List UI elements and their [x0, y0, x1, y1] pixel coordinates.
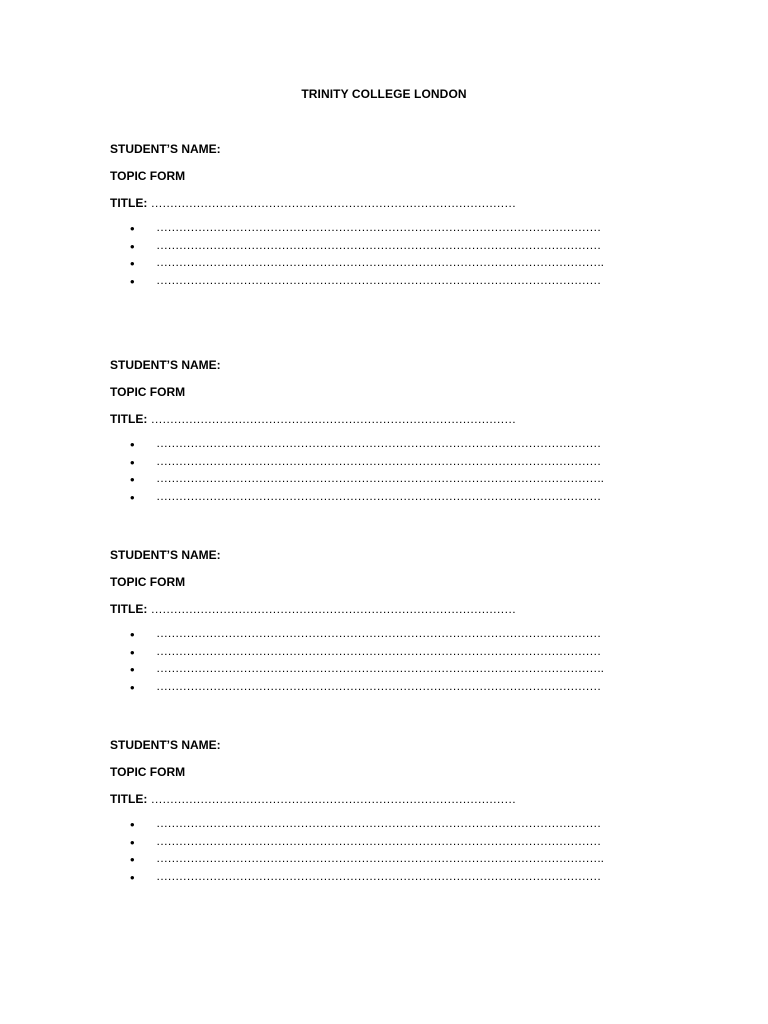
list-item — [110, 453, 601, 472]
bullet-icon: • — [130, 869, 135, 885]
list-item — [110, 643, 601, 662]
bullet-icon: • — [130, 256, 135, 271]
topic-form-block — [110, 142, 604, 290]
bullet-icon: • — [130, 662, 135, 677]
bullet-list — [110, 816, 604, 886]
title-line — [110, 196, 580, 210]
title-blank: …………………………………………………………………………………… — [150, 602, 516, 616]
bullet-icon: • — [130, 454, 135, 470]
title-blank: …………………………………………………………………………………… — [150, 412, 516, 426]
list-item — [110, 436, 601, 454]
list-item — [110, 237, 601, 256]
bullet-blank: ………………………………………………………………………………………………………. — [156, 255, 604, 269]
list-item — [110, 851, 604, 869]
title-label: TITLE: — [110, 412, 148, 426]
student-name-label: STUDENT’S NAME: — [110, 142, 221, 156]
bullet-list — [110, 626, 604, 696]
bullet-icon: • — [130, 834, 135, 850]
bullet-blank: ……………………………………………………………………………………………………… — [156, 220, 601, 234]
student-name-label: STUDENT’S NAME: — [110, 738, 221, 752]
list-item — [110, 661, 604, 679]
bullet-icon: • — [130, 852, 135, 867]
topic-form-block — [110, 738, 604, 886]
bullet-blank: ……………………………………………………………………………………………………… — [156, 833, 601, 848]
bullet-blank: ………………………………………………………………………………………………………. — [156, 851, 604, 865]
bullet-icon: • — [130, 437, 135, 452]
topic-form-label: TOPIC FORM — [110, 575, 186, 589]
bullet-icon: • — [130, 472, 135, 487]
list-item — [110, 220, 601, 238]
topic-form-label: TOPIC FORM — [110, 765, 186, 779]
bullet-blank: ……………………………………………………………………………………………………… — [156, 678, 601, 693]
title-line — [110, 792, 580, 806]
bullet-blank: ………………………………………………………………………………………………………. — [156, 661, 604, 675]
bullet-list — [110, 436, 604, 506]
bullet-blank: ……………………………………………………………………………………………………… — [156, 237, 601, 252]
topic-form-label: TOPIC FORM — [110, 385, 186, 399]
title-label: TITLE: — [110, 602, 148, 616]
bullet-icon: • — [130, 221, 135, 236]
bullet-icon: • — [130, 238, 135, 254]
title-blank: …………………………………………………………………………………… — [150, 792, 516, 806]
bullet-blank: ……………………………………………………………………………………………………… — [156, 643, 601, 658]
bullet-icon: • — [130, 627, 135, 642]
list-item — [110, 833, 601, 852]
title-line — [110, 412, 580, 426]
title-line — [110, 602, 580, 616]
list-item — [110, 488, 601, 507]
title-label: TITLE: — [110, 196, 148, 210]
list-item — [110, 816, 601, 834]
bullet-icon: • — [130, 273, 135, 289]
topic-form-block — [110, 358, 604, 506]
bullet-icon: • — [130, 644, 135, 660]
bullet-blank: ……………………………………………………………………………………………………… — [156, 488, 601, 503]
bullet-icon: • — [130, 489, 135, 505]
title-label: TITLE: — [110, 792, 148, 806]
list-item — [110, 255, 604, 273]
bullet-blank: ………………………………………………………………………………………………………. — [156, 471, 604, 485]
bullet-blank: ……………………………………………………………………………………………………… — [156, 626, 601, 640]
list-item — [110, 626, 601, 644]
list-item — [110, 678, 601, 697]
bullet-icon: • — [130, 817, 135, 832]
bullet-blank: ……………………………………………………………………………………………………… — [156, 868, 601, 883]
topic-form-label: TOPIC FORM — [110, 169, 186, 183]
bullet-blank: ……………………………………………………………………………………………………… — [156, 816, 601, 830]
student-name-label: STUDENT’S NAME: — [110, 358, 221, 372]
bullet-blank: ……………………………………………………………………………………………………… — [156, 453, 601, 468]
bullet-icon: • — [130, 679, 135, 695]
list-item — [110, 868, 601, 887]
bullet-blank: ……………………………………………………………………………………………………… — [156, 436, 601, 450]
bullet-list — [110, 220, 604, 290]
list-item — [110, 471, 604, 489]
list-item — [110, 272, 601, 291]
title-blank: …………………………………………………………………………………… — [150, 196, 516, 210]
topic-form-block — [110, 548, 604, 696]
document-title: TRINITY COLLEGE LONDON — [301, 87, 467, 101]
bullet-blank: ……………………………………………………………………………………………………… — [156, 272, 601, 287]
student-name-label: STUDENT’S NAME: — [110, 548, 221, 562]
